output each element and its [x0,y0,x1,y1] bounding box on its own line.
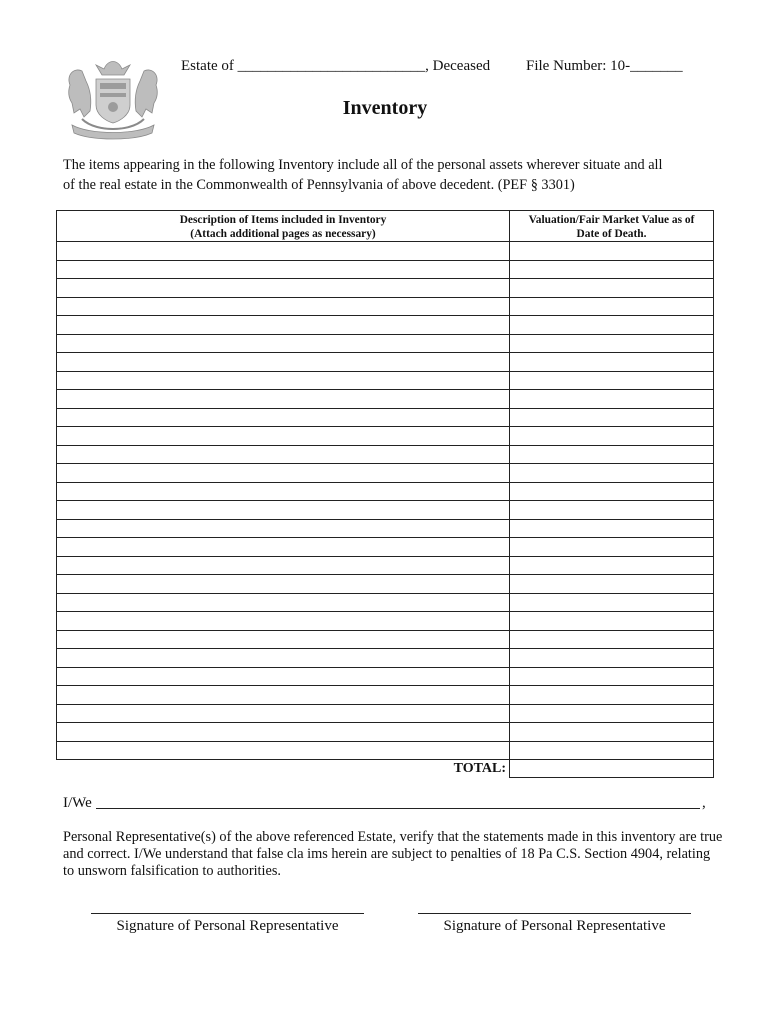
description-cell[interactable] [57,723,510,742]
right-signature-label: Signature of Personal Representative [443,918,666,934]
table-row [57,667,714,686]
inventory-table-body [57,242,714,760]
estate-prefix: Estate of [181,58,234,74]
total-label: TOTAL: [57,760,510,778]
description-cell[interactable] [57,501,510,520]
description-cell[interactable] [57,445,510,464]
description-cell[interactable] [57,667,510,686]
valuation-cell[interactable] [510,538,714,557]
description-cell[interactable] [57,686,510,705]
valuation-cell[interactable] [510,464,714,483]
valuation-cell[interactable] [510,390,714,409]
valuation-cell[interactable] [510,501,714,520]
table-row [57,390,714,409]
table-row [57,482,714,501]
total-row [57,760,714,778]
valuation-cell[interactable] [510,371,714,390]
representative-names-field[interactable] [96,808,700,809]
table-row [57,575,714,594]
deceased-suffix: , Deceased [425,58,491,74]
table-row [57,427,714,446]
valuation-cell[interactable] [510,575,714,594]
table-row [57,649,714,668]
verification-paragraph: Personal Representative(s) of the above referenced Estate, verify that the statements made in this inventory are true and correct. I/We understand that false cla ims herein are subject to penalties of 18 Pa C.S. Section 4904, relating to unsworn falsification to authorities. [63,829,723,879]
file-number-field[interactable]: File Number: 10-_______ [526,58,683,74]
description-cell[interactable] [57,649,510,668]
table-row [57,593,714,612]
table-row [57,297,714,316]
valuation-cell[interactable] [510,686,714,705]
table-row [57,612,714,631]
description-cell[interactable] [57,279,510,298]
table-row [57,723,714,742]
valuation-cell[interactable] [510,704,714,723]
table-row [57,334,714,353]
description-cell[interactable] [57,316,510,335]
description-cell[interactable] [57,242,510,261]
description-cell[interactable] [57,408,510,427]
valuation-cell[interactable] [510,556,714,575]
table-row [57,556,714,575]
valuation-cell[interactable] [510,427,714,446]
total-value-cell[interactable] [510,760,714,778]
estate-name-blank[interactable]: _________________________ [237,58,426,74]
table-row [57,353,714,372]
valuation-cell[interactable] [510,667,714,686]
description-cell[interactable] [57,538,510,557]
description-cell[interactable] [57,575,510,594]
table-row [57,464,714,483]
table-row [57,260,714,279]
valuation-cell[interactable] [510,279,714,298]
description-cell[interactable] [57,464,510,483]
table-row [57,704,714,723]
valuation-cell[interactable] [510,630,714,649]
description-cell[interactable] [57,482,510,501]
description-cell[interactable] [57,612,510,631]
valuation-cell[interactable] [510,482,714,501]
intro-line-1: The items appearing in the following Inventory include all of the personal assets wherever situate and all [63,157,663,173]
table-row [57,242,714,261]
description-cell[interactable] [57,334,510,353]
table-row [57,519,714,538]
valuation-column-header [510,211,714,242]
right-signature-line[interactable] [418,913,691,914]
page-title: Inventory [342,97,428,119]
valuation-cell[interactable] [510,519,714,538]
left-signature-line[interactable] [91,913,364,914]
intro-line-2: of the real estate in the Commonwealth of Pennsylvania of above decedent. (PEF § 3301) [63,177,575,193]
description-cell[interactable] [57,741,510,760]
description-cell[interactable] [57,297,510,316]
valuation-cell[interactable] [510,593,714,612]
valuation-header-line-2: Date of Death. [576,228,647,240]
description-cell[interactable] [57,371,510,390]
description-cell[interactable] [57,390,510,409]
description-cell[interactable] [57,519,510,538]
table-row [57,538,714,557]
valuation-header-line-1: Valuation/Fair Market Value as of [528,214,695,226]
iwe-comma: , [702,795,706,811]
valuation-cell[interactable] [510,297,714,316]
valuation-cell[interactable] [510,445,714,464]
inventory-table [56,210,714,778]
valuation-cell[interactable] [510,741,714,760]
iwe-label: I/We [63,795,92,811]
description-header-line-2: (Attach additional pages as necessary) [190,228,376,240]
valuation-cell[interactable] [510,316,714,335]
valuation-cell[interactable] [510,353,714,372]
table-row [57,408,714,427]
table-row [57,445,714,464]
description-header-line-1: Description of Items included in Inventory [179,214,387,226]
left-signature-label: Signature of Personal Representative [116,918,339,934]
table-row [57,371,714,390]
description-cell[interactable] [57,556,510,575]
table-row [57,316,714,335]
description-column-header [57,211,510,242]
table-row [57,741,714,760]
valuation-cell[interactable] [510,723,714,742]
table-row [57,630,714,649]
valuation-cell[interactable] [510,612,714,631]
table-row [57,279,714,298]
estate-of-label [181,58,490,75]
description-cell[interactable] [57,704,510,723]
description-cell[interactable] [57,593,510,612]
valuation-cell[interactable] [510,649,714,668]
valuation-cell[interactable] [510,260,714,279]
valuation-cell[interactable] [510,408,714,427]
intro-paragraph [63,155,703,195]
description-cell[interactable] [57,427,510,446]
table-row [57,501,714,520]
valuation-cell[interactable] [510,334,714,353]
table-header-row [57,211,714,242]
table-row [57,686,714,705]
valuation-cell[interactable] [510,242,714,261]
description-cell[interactable] [57,353,510,372]
description-cell[interactable] [57,260,510,279]
description-cell[interactable] [57,630,510,649]
